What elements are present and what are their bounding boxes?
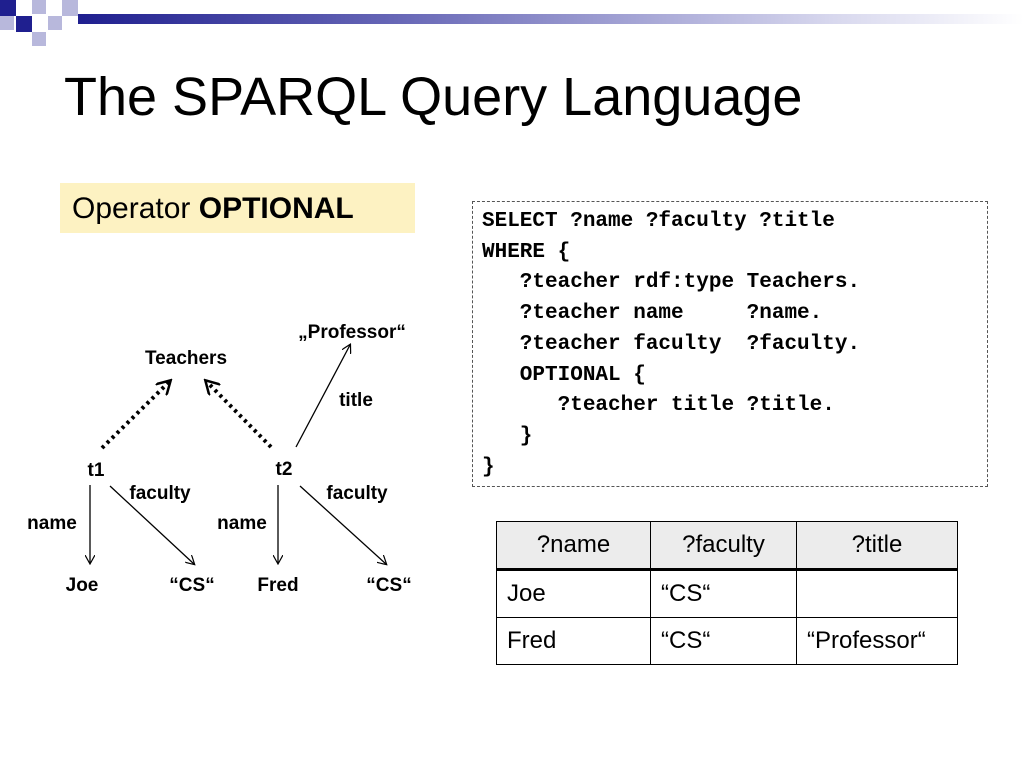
node-t1: t1 xyxy=(87,460,105,481)
decor-square xyxy=(0,16,14,30)
edge-label-faculty-1: faculty xyxy=(129,483,191,504)
type-edge-t1 xyxy=(102,381,170,448)
table-cell: “CS“ xyxy=(651,618,797,665)
edge-label-name-2: name xyxy=(217,513,267,534)
node-cs-1: “CS“ xyxy=(169,575,215,596)
query-line: ?teacher faculty ?faculty. xyxy=(482,332,861,356)
edge-label-name-1: name xyxy=(27,513,77,534)
query-line: OPTIONAL { xyxy=(482,363,646,387)
operator-label: Operator xyxy=(72,192,191,225)
node-teachers: Teachers xyxy=(144,348,228,369)
query-line: WHERE { xyxy=(482,240,571,264)
edge-label-faculty-2: faculty xyxy=(326,483,388,504)
type-edge-t2 xyxy=(206,381,271,447)
decor-square xyxy=(16,16,32,32)
query-line: ?teacher rdf:type Teachers. xyxy=(482,271,861,295)
column-header: ?title xyxy=(797,522,958,570)
query-line: ?teacher title ?title. xyxy=(482,394,835,418)
rdf-graph xyxy=(0,300,460,610)
decor-square xyxy=(32,32,46,46)
node-professor: „Professor“ xyxy=(298,322,406,343)
query-line: SELECT ?name ?faculty ?title xyxy=(482,210,835,233)
table-cell: Fred xyxy=(497,618,651,665)
query-line: } xyxy=(482,455,495,479)
node-cs-2: “CS“ xyxy=(366,575,412,596)
table-row xyxy=(497,618,958,665)
node-t2: t2 xyxy=(275,459,293,480)
column-header: ?name xyxy=(497,522,651,570)
sparql-query xyxy=(482,207,860,483)
operator-heading xyxy=(72,192,354,226)
decor-square xyxy=(32,0,46,14)
decor-square xyxy=(62,0,78,16)
query-line: } xyxy=(482,424,533,448)
query-line: ?teacher name ?name. xyxy=(482,302,823,326)
slide-title: The SPARQL Query Language xyxy=(64,67,803,127)
result-table xyxy=(496,521,958,665)
column-header: ?faculty xyxy=(651,522,797,570)
node-joe: Joe xyxy=(65,575,99,596)
node-fred: Fred xyxy=(257,575,299,596)
table-header-row xyxy=(497,522,958,570)
table-cell xyxy=(797,570,958,618)
decor-square xyxy=(48,16,62,30)
header-gradient-bar xyxy=(78,14,1024,24)
table-row xyxy=(497,570,958,618)
operator-keyword: OPTIONAL xyxy=(198,192,354,225)
table-cell: Joe xyxy=(497,570,651,618)
edge-label-title: title xyxy=(339,390,373,411)
table-cell: “Professor“ xyxy=(797,618,958,665)
decor-square xyxy=(0,0,16,16)
table-cell: “CS“ xyxy=(651,570,797,618)
